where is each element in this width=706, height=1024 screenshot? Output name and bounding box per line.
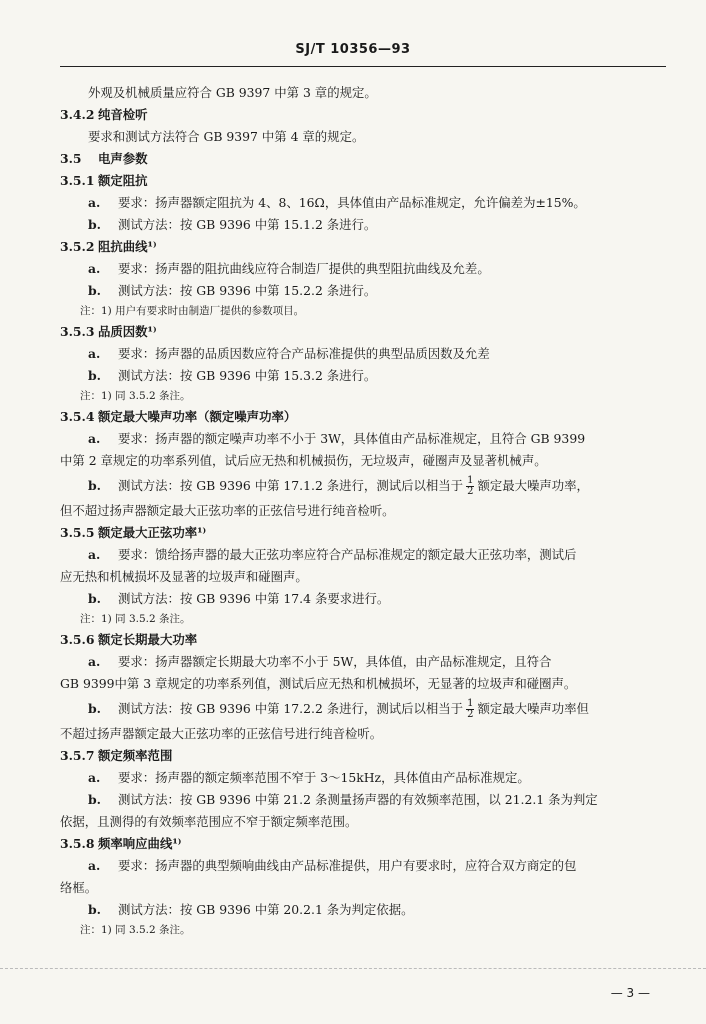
document-body xyxy=(60,82,666,940)
item-label: b. xyxy=(88,217,101,232)
section-heading xyxy=(60,406,666,428)
fraction-one-half xyxy=(466,699,474,720)
section-heading xyxy=(60,148,666,170)
section-heading xyxy=(60,236,666,258)
section-number: 3.5 xyxy=(60,151,82,166)
list-item xyxy=(60,588,666,610)
section-heading xyxy=(60,833,666,855)
fraction-denominator: 2 xyxy=(467,486,474,497)
paragraph-line: 络框。 xyxy=(60,880,98,895)
item-text: 要求：扬声器的典型频响曲线由产品标准提供，用户有要求时，应符合双方商定的包 xyxy=(118,858,577,873)
list-item xyxy=(60,192,666,214)
item-label: a. xyxy=(88,858,101,873)
paragraph-line: 要求和测试方法符合 GB 9397 中第 4 章的规定。 xyxy=(88,129,365,144)
paragraph-line: 外观及机械质量应符合 GB 9397 中第 3 章的规定。 xyxy=(88,85,377,100)
item-label: b. xyxy=(88,478,101,493)
page-number: — 3 — xyxy=(610,986,650,1000)
item-text: 要求：扬声器的品质因数应符合产品标准提供的典型品质因数及允差 xyxy=(118,346,490,361)
item-label: a. xyxy=(88,431,101,446)
paragraph-line: 中第 2 章规定的功率系列值，试后应无热和机械损伤，无垃圾声，碰圈声及显著机械声。 xyxy=(60,453,547,468)
section-title: 额定长期最大功率 xyxy=(98,632,198,647)
item-label: b. xyxy=(88,701,101,716)
section-title: 电声参数 xyxy=(98,151,148,166)
document-code-header: SJ/T 10356—93 xyxy=(295,42,411,57)
section-heading xyxy=(60,629,666,651)
section-heading xyxy=(60,104,666,126)
item-label: b. xyxy=(88,368,101,383)
section-number: 3.5.3 xyxy=(60,324,95,339)
list-item xyxy=(60,855,666,877)
header-divider xyxy=(60,66,666,67)
paragraph-line: GB 9399中第 3 章规定的功率系列值，测试后应无热和机械损坏，无显著的垃圾声和碰圈声。 xyxy=(60,676,577,691)
item-label: a. xyxy=(88,654,101,669)
fraction-one-half xyxy=(466,476,474,497)
list-item xyxy=(60,767,666,789)
footnote: 注：1) 用户有要求时由制造厂提供的参数项目。 xyxy=(80,305,305,317)
item-label: a. xyxy=(88,195,101,210)
item-text: 要求：馈给扬声器的最大正弦功率应符合产品标准规定的额定最大正弦功率，测试后 xyxy=(118,547,577,562)
list-item xyxy=(60,428,666,450)
list-item xyxy=(60,258,666,280)
list-item xyxy=(60,651,666,673)
list-item xyxy=(60,280,666,302)
footnote: 注：1) 同 3.5.2 条注。 xyxy=(80,924,191,936)
section-heading xyxy=(60,522,666,544)
fraction-numerator: 1 xyxy=(467,475,474,486)
list-item xyxy=(60,789,666,811)
fraction-denominator: 2 xyxy=(467,709,474,720)
item-text: 测试方法：按 GB 9396 中第 15.2.2 条进行。 xyxy=(118,283,377,298)
footer-divider xyxy=(0,968,706,969)
item-text: 测试方法：按 GB 9396 中第 17.2.2 条进行，测试后以相当于 xyxy=(118,701,464,716)
list-item xyxy=(60,472,666,500)
section-heading xyxy=(60,170,666,192)
paragraph-line: 但不超过扬声器额定最大正弦功率的正弦信号进行纯音检听。 xyxy=(60,503,395,518)
item-label: a. xyxy=(88,346,101,361)
section-title: 额定最大正弦功率¹⁾ xyxy=(98,525,207,540)
section-title: 品质因数¹⁾ xyxy=(98,324,157,339)
paragraph-line: 不超过扬声器额定最大正弦功率的正弦信号进行纯音检听。 xyxy=(60,726,383,741)
item-text: 要求：扬声器的阻抗曲线应符合制造厂提供的典型阻抗曲线及允差。 xyxy=(118,261,490,276)
item-label: b. xyxy=(88,591,101,606)
item-text: 要求：扬声器额定阻抗为 4、8、16Ω，具体值由产品标准规定，允许偏差为±15%。 xyxy=(118,195,586,210)
footnote: 注：1) 同 3.5.2 条注。 xyxy=(80,390,191,402)
list-item xyxy=(60,544,666,566)
item-text-continued: 额定最大噪声功率， xyxy=(477,478,589,493)
list-item xyxy=(60,343,666,365)
list-item xyxy=(60,695,666,723)
item-label: b. xyxy=(88,792,101,807)
item-text: 测试方法：按 GB 9396 中第 21.2 条测量扬声器的有效频率范围，以 21.2.1 条为判定 xyxy=(118,792,598,807)
section-heading xyxy=(60,745,666,767)
item-text: 要求：扬声器的额定频率范围不窄于 3～15kHz，具体值由产品标准规定。 xyxy=(118,770,530,785)
section-number: 3.5.8 xyxy=(60,836,95,851)
fraction-numerator: 1 xyxy=(467,698,474,709)
item-text: 测试方法：按 GB 9396 中第 15.1.2 条进行。 xyxy=(118,217,377,232)
footnote: 注：1) 同 3.5.2 条注。 xyxy=(80,613,191,625)
section-number: 3.5.5 xyxy=(60,525,95,540)
list-item xyxy=(60,365,666,387)
section-title: 阻抗曲线¹⁾ xyxy=(98,239,157,254)
item-text: 测试方法：按 GB 9396 中第 20.2.1 条为判定依据。 xyxy=(118,902,414,917)
paragraph-line: 应无热和机械损坏及显著的垃圾声和碰圈声。 xyxy=(60,569,308,584)
section-title: 频率响应曲线¹⁾ xyxy=(98,836,182,851)
item-label: a. xyxy=(88,770,101,785)
section-title: 额定频率范围 xyxy=(98,748,173,763)
section-number: 3.5.4 xyxy=(60,409,95,424)
item-text: 测试方法：按 GB 9396 中第 17.1.2 条进行，测试后以相当于 xyxy=(118,478,464,493)
item-text: 测试方法：按 GB 9396 中第 17.4 条要求进行。 xyxy=(118,591,390,606)
item-label: b. xyxy=(88,283,101,298)
section-number: 3.5.1 xyxy=(60,173,95,188)
item-label: a. xyxy=(88,547,101,562)
item-text-continued: 额定最大噪声功率但 xyxy=(477,701,589,716)
section-title: 额定阻抗 xyxy=(98,173,148,188)
section-number: 3.5.6 xyxy=(60,632,95,647)
section-title: 额定最大噪声功率（额定噪声功率） xyxy=(98,409,297,424)
section-number: 3.5.7 xyxy=(60,748,95,763)
paragraph-line: 依据，且测得的有效频率范围应不窄于额定频率范围。 xyxy=(60,814,358,829)
item-text: 要求：扬声器的额定噪声功率不小于 3W，具体值由产品标准规定，且符合 GB 9399 xyxy=(118,431,586,446)
item-label: b. xyxy=(88,902,101,917)
section-heading xyxy=(60,321,666,343)
item-text: 要求：扬声器额定长期最大功率不小于 5W，具体值，由产品标准规定，且符合 xyxy=(118,654,552,669)
item-text: 测试方法：按 GB 9396 中第 15.3.2 条进行。 xyxy=(118,368,377,383)
section-number: 3.5.2 xyxy=(60,239,95,254)
section-number: 3.4.2 xyxy=(60,107,95,122)
item-label: a. xyxy=(88,261,101,276)
list-item xyxy=(60,214,666,236)
list-item xyxy=(60,899,666,921)
section-title: 纯音检听 xyxy=(98,107,148,122)
